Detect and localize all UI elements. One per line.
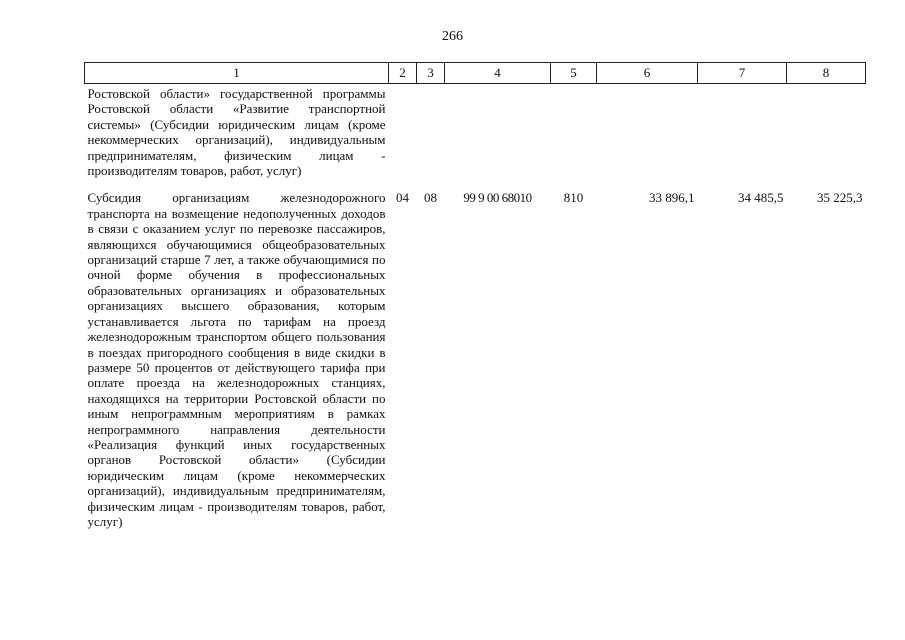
header-col-7: 7 xyxy=(698,63,787,84)
row-section: 04 xyxy=(396,190,409,206)
header-col-4: 4 xyxy=(445,63,551,84)
budget-table xyxy=(84,62,866,529)
row-amount-2: 34 485,5 xyxy=(738,190,784,206)
header-col-5: 5 xyxy=(551,63,597,84)
row-description: Ростовской области» государственной программы Ростовской области «Развитие транспортной системы» (Субсидии юридическим лицам (кроме некоммерческих организаций), индивидуальным предпринимателям, физическим лицам - производителям товаров, работ, услуг) xyxy=(87,86,386,179)
row-expense-type: 810 xyxy=(563,190,584,206)
row-amount-2 xyxy=(698,84,787,179)
row-subsection xyxy=(417,84,445,179)
table-row xyxy=(85,84,866,179)
header-col-2: 2 xyxy=(389,63,417,84)
row-subsection: 08 xyxy=(424,190,437,206)
page-number: 266 xyxy=(442,29,463,44)
header-col-8: 8 xyxy=(787,63,866,84)
header-row xyxy=(85,63,866,84)
header-col-3: 3 xyxy=(417,63,445,84)
row-amount-1: 33 896,1 xyxy=(649,190,695,206)
header-col-1: 1 xyxy=(85,63,389,84)
row-amount-1 xyxy=(597,84,698,179)
table-row xyxy=(85,178,866,529)
row-target-article: 99 9 00 68010 xyxy=(463,190,532,206)
row-target-article xyxy=(445,84,551,179)
row-amount-3: 35 225,3 xyxy=(817,190,863,206)
row-section xyxy=(389,84,417,179)
row-amount-3 xyxy=(787,84,866,179)
header-col-6: 6 xyxy=(597,63,698,84)
row-description: Субсидия организациям железнодорожного транспорта на возмещение недополученных доходов в связи с оказанием услуг по перевозке пассажиров, являющихся обучающимися общеобразовательных организаций старше 7 лет, а также обучающимися по очной форме обучения в профессиональных образовательных организациях и образовательных организациях высшего образования, которым устанавливается льгота по тарифам на проезд железнодорожным транспортом общего пользования в поездах пригородного сообщения в виде скидки в размере 50 процентов от действующего тарифа при оплате проезда на железнодорожных станциях, находящихся на территории Ростовской области по иным непрограммным мероприятиям в рамках непрограммного направления деятельности «Реализация функций иных государственных органов Ростовской области» (Субсидии юридическим лицам (кроме некоммерческих организаций), индивидуальным предпринимателям, физическим лицам - производителям товаров, работ, услуг) xyxy=(87,190,386,529)
row-expense-type xyxy=(551,84,597,179)
